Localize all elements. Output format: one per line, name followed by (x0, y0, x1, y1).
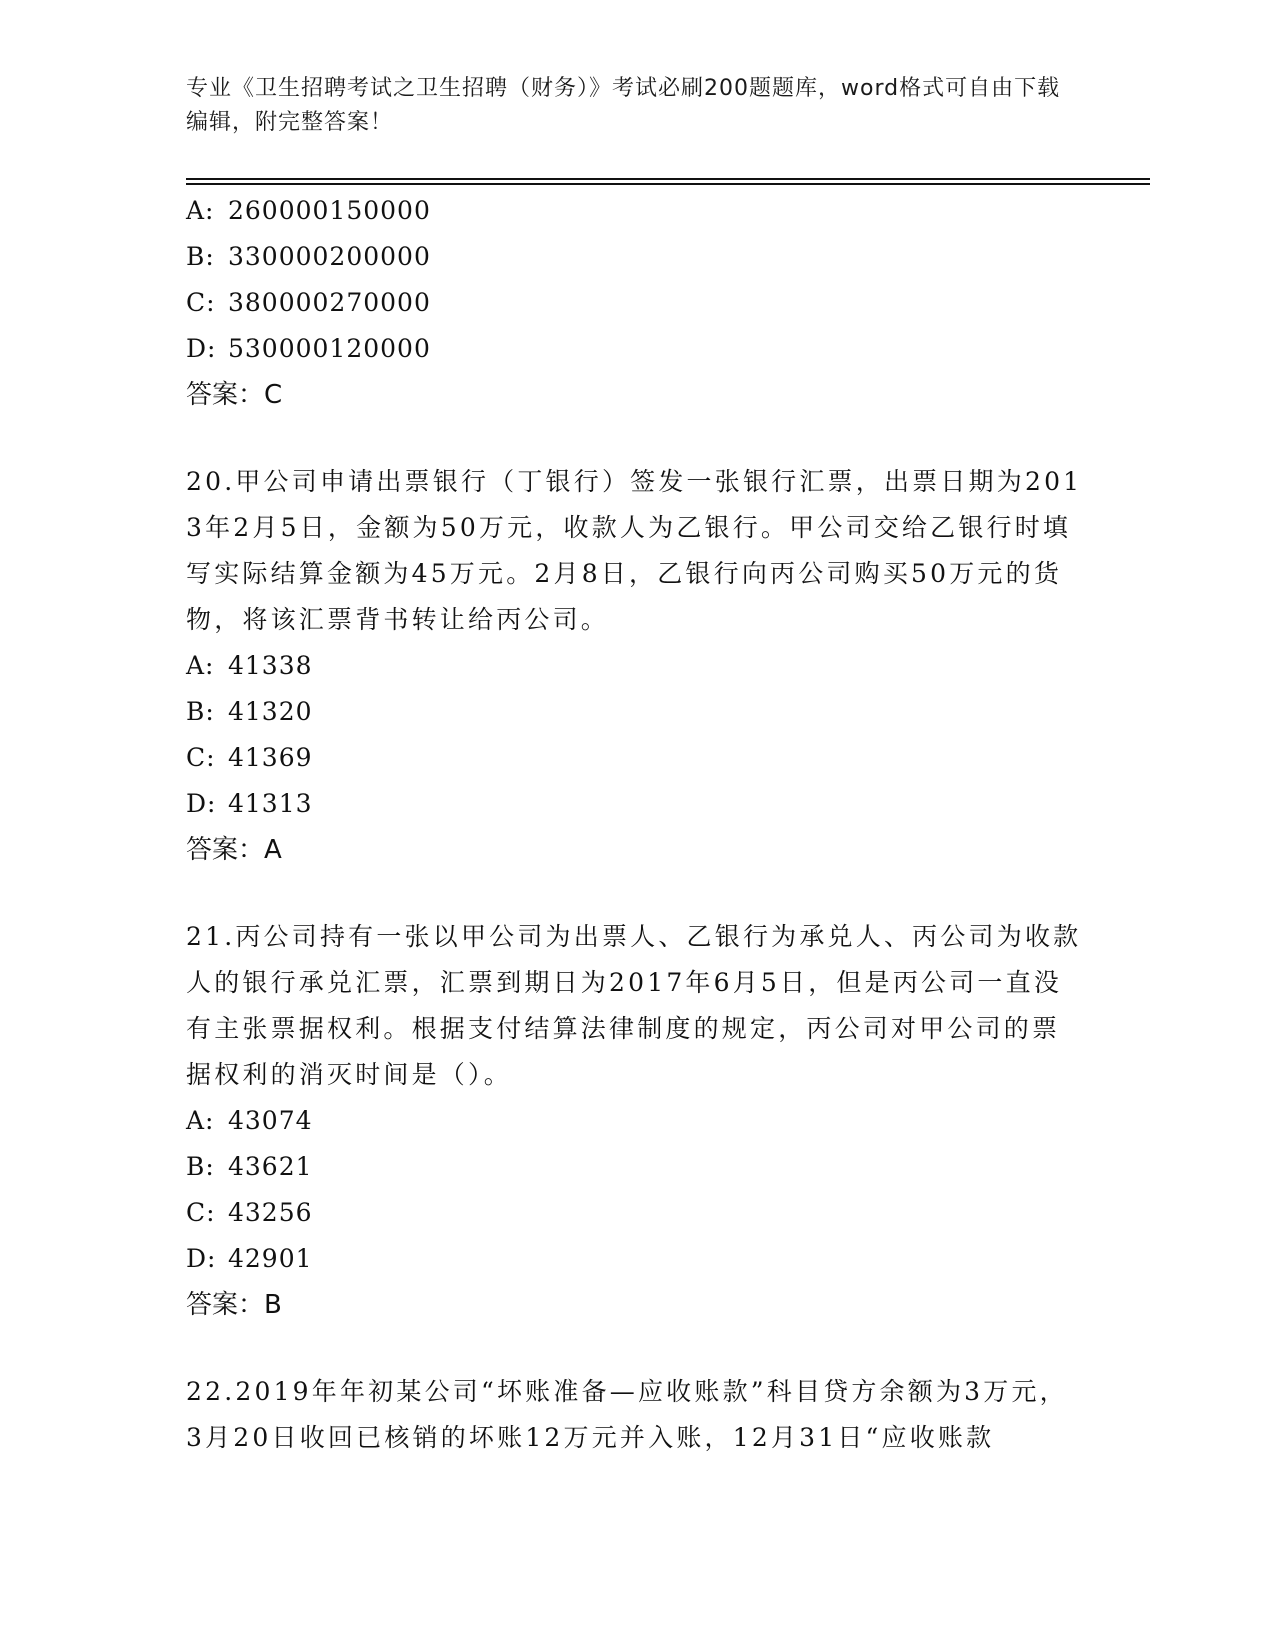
option-text: 41369 (228, 743, 313, 772)
answer-line: 答案：C (186, 380, 283, 410)
header-rule-bottom (186, 183, 1150, 185)
option-text: 42901 (228, 1244, 313, 1273)
option-b (186, 1144, 1086, 1190)
option-b (186, 234, 1086, 280)
question-22-text: 22.2019年年初某公司“坏账准备—应收账款”科目贷方余额为3万元，3月20日收回已核销的坏账12万元并入账，12月31日“应收账款 (186, 1377, 1068, 1452)
spacer (186, 1328, 1086, 1369)
option-a (186, 1098, 1086, 1144)
spacer (186, 418, 1086, 459)
option-c (186, 280, 1086, 326)
option-text: 41338 (228, 651, 313, 680)
answer-line: 答案：B (186, 1290, 282, 1320)
option-a (186, 188, 1086, 234)
question-21-text: 21.丙公司持有一张以甲公司为出票人、乙银行为承兑人、丙公司为收款人的银行承兑汇票，汇票到期日为2017年6月5日，但是丙公司一直没有主张票据权利。根据支付结算法律制度的规定，丙公司对甲公司的票据权利的消灭时间是（）。 (186, 922, 1082, 1089)
header-rule-top (186, 178, 1150, 180)
option-text: 43256 (228, 1198, 313, 1227)
option-text: 41320 (228, 697, 313, 726)
option-text: 330000200000 (228, 242, 431, 271)
option-text: 41313 (228, 789, 313, 818)
option-label: D: (186, 1244, 217, 1273)
option-label: A: (186, 196, 215, 225)
option-label: C: (186, 743, 216, 772)
option-a (186, 643, 1086, 689)
option-d (186, 1236, 1086, 1282)
option-label: B: (186, 242, 215, 271)
option-b (186, 689, 1086, 735)
option-label: C: (186, 1198, 216, 1227)
question-content (186, 188, 1086, 1461)
option-text: 260000150000 (228, 196, 431, 225)
question-20-text: 20.甲公司申请出票银行（丁银行）签发一张银行汇票，出票日期为2013年2月5日，金额为50万元，收款人为乙银行。甲公司交给乙银行时填写实际结算金额为45万元。2月8日，乙银行向丙公司购买50万元的货物，将该汇票背书转让给丙公司。 (186, 467, 1083, 634)
document-header: 专业《卫生招聘考试之卫生招聘（财务）》考试必刷200题题库，word格式可自由下载编辑，附完整答案！ (186, 76, 1061, 135)
option-label: D: (186, 789, 217, 818)
option-label: B: (186, 1152, 215, 1181)
option-label: C: (186, 288, 216, 317)
option-d (186, 326, 1086, 372)
answer-line: 答案：A (186, 835, 282, 865)
spacer (186, 873, 1086, 914)
option-c (186, 1190, 1086, 1236)
option-label: D: (186, 334, 217, 363)
option-d (186, 781, 1086, 827)
option-text: 530000120000 (228, 334, 431, 363)
option-label: A: (186, 1106, 215, 1135)
option-c (186, 735, 1086, 781)
option-label: B: (186, 697, 215, 726)
option-text: 43074 (228, 1106, 313, 1135)
option-text: 43621 (228, 1152, 313, 1181)
option-text: 380000270000 (228, 288, 431, 317)
option-label: A: (186, 651, 215, 680)
